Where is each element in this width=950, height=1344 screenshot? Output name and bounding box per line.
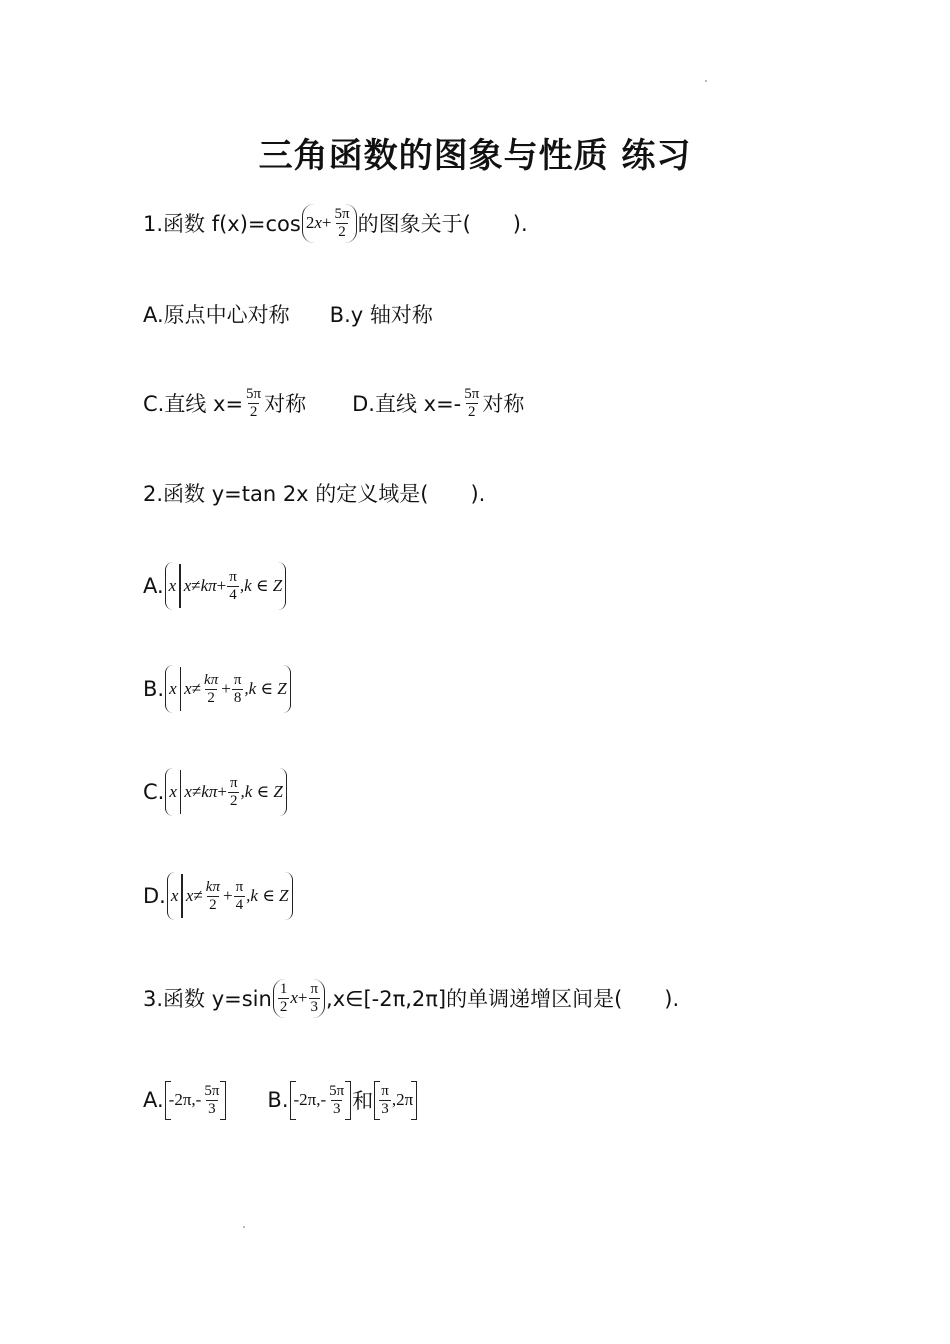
q1-option-c-fraction: $\frac{5\pi}{2}$	[246, 385, 262, 420]
q3-prefix: 3.函数 y=sin	[143, 987, 272, 1011]
q3-option-b-interval-1: -2π,- $\frac{5\pi}{3}$	[290, 1081, 352, 1120]
question-1	[143, 193, 528, 253]
q2-option-d	[143, 866, 294, 926]
q3-argument: $\frac{1}{2}$ x + $\frac{\pi}{3}$	[273, 979, 325, 1018]
q1-option-c-pre: C.直线 x=	[143, 392, 244, 416]
q2-option-a	[143, 556, 287, 616]
q1-option-d-post: 对称	[482, 392, 525, 416]
q2-option-c-label: C.	[143, 780, 165, 804]
q2-option-c-set: x x ≠ kπ + $\frac{\pi}{2}$ ,k ∈ Z	[165, 768, 287, 816]
q2-option-b	[143, 659, 292, 719]
q1-arg-plus: +	[321, 213, 332, 232]
question-2	[143, 463, 485, 523]
q3-options	[143, 1070, 418, 1130]
q1-option-b: B.y 轴对称	[329, 303, 433, 327]
q2-stem: 2.函数 y=tan 2x 的定义域是( ).	[143, 482, 486, 506]
q2-option-d-set: x x ≠ $\frac{k\pi}{2}$ + $\frac{\pi}{4}$ ,k ∈ Z	[167, 872, 293, 920]
scan-speck	[243, 1226, 245, 1228]
q3-option-a-label: A.	[143, 1088, 164, 1112]
q1-options-cd	[143, 373, 524, 433]
q2-option-a-label: A.	[143, 574, 164, 598]
q2-option-b-set: x x ≠ $\frac{k\pi}{2}$ + $\frac{\pi}{8}$ ,k ∈ Z	[165, 665, 291, 713]
q3-option-b-and: 和	[352, 1089, 374, 1113]
scan-speck	[705, 80, 707, 82]
q1-arg-x: x	[314, 213, 322, 232]
q1-prefix: 1.函数 f(x)=cos	[143, 212, 301, 236]
q1-option-d-pre: D.直线 x=-	[352, 392, 462, 416]
q2-option-c	[143, 762, 288, 822]
q1-argument	[302, 204, 357, 243]
q2-option-b-label: B.	[143, 677, 165, 701]
q1-option-d-fraction: $\frac{5\pi}{2}$	[464, 385, 480, 420]
q1-option-c-post: 对称	[264, 392, 307, 416]
q3-suffix: ,x∈[-2π,2π]的单调递增区间是( ).	[326, 987, 680, 1011]
question-3	[143, 968, 679, 1028]
q1-arg-fraction: $\frac{5\pi}{2}$	[334, 205, 350, 240]
q1-arg-coef: 2	[305, 213, 315, 232]
page-title: 三角函数的图象与性质 练习	[258, 136, 692, 176]
q3-option-b-label: B.	[267, 1088, 289, 1112]
q2-option-d-label: D.	[143, 884, 166, 908]
q3-option-a-interval: -2π,- $\frac{5\pi}{3}$	[165, 1081, 227, 1120]
q2-option-a-set: x x ≠ kπ + $\frac{\pi}{4}$ ,k ∈ Z	[165, 562, 287, 610]
q1-option-a: A.原点中心对称	[143, 303, 290, 327]
q1-options-ab	[143, 284, 433, 344]
q3-option-b-interval-2: $\frac{\pi}{3}$ ,2π	[374, 1081, 417, 1120]
q1-suffix: 的图象关于( ).	[357, 212, 528, 236]
